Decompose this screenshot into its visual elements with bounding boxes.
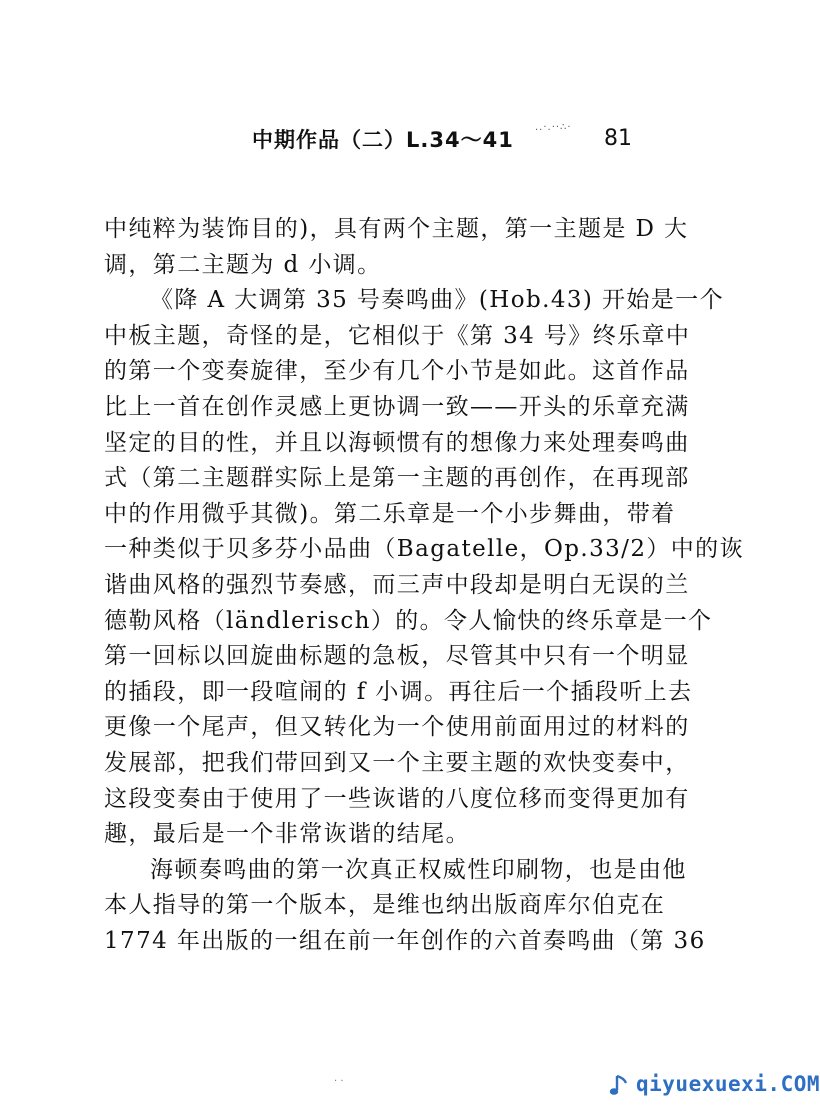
text-line: 中板主题，奇怪的是，它相似于《第 34 号》终乐章中 <box>104 322 691 349</box>
text-line: 比上一首在创作灵感上更协调一致——开头的乐章充满 <box>104 393 690 420</box>
text-line: 本人指导的第一个版本，是维也纳出版商库尔伯克在 <box>104 892 666 919</box>
text-line: 《降 A 大调第 35 号奏鸣曲》(Hob.43) 开始是一个 <box>150 287 724 314</box>
text-line: 第一回标以回旋曲标题的急板，尽管其中只有一个明显 <box>104 643 690 670</box>
running-header <box>252 122 672 162</box>
text-line: 发展部，把我们带回到又一个主要主题的欢快变奏中， <box>104 749 690 776</box>
site-watermark[interactable] <box>606 1070 820 1120</box>
footer-marks: · · <box>334 1076 344 1087</box>
text-line: 谐曲风格的强烈节奏感，而三声中段却是明白无误的兰 <box>104 571 690 598</box>
text-line: 中的作用微乎其微)。第二乐章是一个小步舞曲，带着 <box>104 500 676 527</box>
text-line: 1774 年出版的一组在前一年创作的六首奏鸣曲（第 36 <box>104 927 706 954</box>
text-line: 更像一个尾声，但又转化为一个使用前面用过的材料的 <box>104 714 690 741</box>
music-note-icon <box>606 1072 634 1100</box>
body-text <box>104 212 744 959</box>
watermark-text: qiyuexuexi.COM <box>636 1072 820 1096</box>
header-decoration: ..·.··∴· <box>535 122 572 133</box>
text-line: 式（第二主题群实际上是第一主题的再创作，在再现部 <box>104 465 690 492</box>
text-line: 调，第二主题为 d 小调。 <box>104 251 382 278</box>
page-number: 81 <box>604 126 632 151</box>
text-line: 趣，最后是一个非常诙谐的结尾。 <box>104 821 470 848</box>
text-line: 海顿奏鸣曲的第一次真正权威性印刷物，也是由他 <box>150 856 687 883</box>
chapter-title: 中期作品（二）L.34～41 <box>252 128 514 152</box>
text-line: 的第一个变奏旋律，至少有几个小节是如此。这首作品 <box>104 358 690 385</box>
text-line: 德勒风格（ländlerisch）的。令人愉快的终乐章是一个 <box>104 607 713 634</box>
text-line: 这段变奏由于使用了一些诙谐的八度位移而变得更加有 <box>104 785 690 812</box>
text-line: 中纯粹为装饰目的)，具有两个主题，第一主题是 D 大 <box>104 216 689 242</box>
text-line: 坚定的目的性，并且以海顿惯有的想像力来处理奏鸣曲 <box>104 429 690 456</box>
text-line: 的插段，即一段喧闹的 f 小调。再往后一个插段听上去 <box>104 678 693 705</box>
text-line: 一种类似于贝多芬小品曲（Bagatelle，Op.33/2）中的诙 <box>104 536 744 563</box>
